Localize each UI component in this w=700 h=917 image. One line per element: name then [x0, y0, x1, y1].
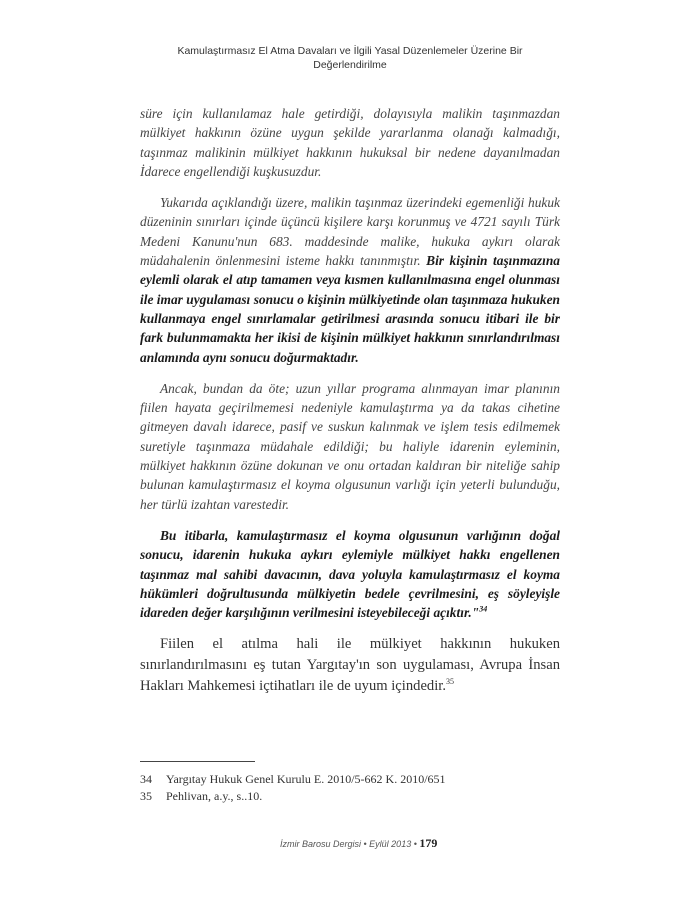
footnote-35 [140, 788, 560, 805]
paragraph-2 [140, 193, 560, 367]
footnote-text: Pehlivan, a.y., s..10. [166, 789, 263, 803]
paragraph-5-text: Fiilen el atılma hali ile mülkiyet hakkının hukuken sınırlandırılmasını eş tutan Yargıtay'ın son uygulaması, Avrupa İnsan Hakları Mahkemesi içtihatları ile de uyum içindedir. [140, 636, 560, 695]
paragraph-4-text: Bu itibarla, kamulaştırmasız el koyma olgusunun varlığının doğal sonucu, idarenin hukuka aykırı eylemiyle mülkiyet hakkı engellenen taşınmaz mal sahibi davacının, dava yoluyla kamulaştırmasız el koyma hükümleri doğrultusunda mülkiyetin bedele çevrilmesini, eş söyleyişle idareden değer karşılığının verilmesini isteyebileceği açıktır." [140, 527, 560, 621]
paragraph-2-emphasis: Bir kişinin taşınmazına eylemli olarak el atıp tamamen veya kısmen kullanılmasına engel olunması ile imar uygulaması sonucu o kişinin mülkiyetinde olan taşınmaza hukuken kullanmaya engel sınırlamalar getirilmesi arasında sonucu itibari ile bir fark bulunmamakta her ikisi de kişinin mülkiyet hakkının sınırlandırılması anlamında aynı sonucu doğurmaktadır. [140, 253, 561, 365]
header-line-2: Değerlendirilme [313, 59, 387, 71]
footnote-ref-35[interactable]: 35 [445, 677, 454, 687]
paragraph-4 [140, 526, 560, 622]
page-number: 179 [419, 836, 438, 850]
paragraph-2-text: Yukarıda açıklandığı üzere, malikin taşınmaz üzerindeki egemenliği hukuk düzeninin sınırları içinde üçüncü kişilere karşı korunmuş ve 4721 sayılı Türk Medeni Kanunu'nun 683. maddesinde malike, hukuka aykırı olarak müdahalenin önlenmesini isteme hakkı tanınmıştır. [140, 195, 560, 269]
footnote-divider [140, 761, 255, 762]
paragraph-5 [140, 634, 560, 697]
paragraph-3: Ancak, bundan da öte; uzun yıllar programa alınmayan imar planının fiilen hayata geçirilmemesi nedeniyle kamulaştırma ya da takas cihetine gitmeyen davalı idarece, pasif ve suskun kalınmak ve işlem tesis edilmemek suretiyle taşınmaza müdahale edildiği; bu haliyle idarenin eyleminin, mülkiyet hakkının özüne dokunan ve onu ortadan kaldıran bir niteliğe sahip bulunan kamulaştırmasız el koyma olgusunun varlığı için yeterli bulunduğu, her türlü izahtan varestedir. [140, 380, 560, 512]
footnote-ref-34[interactable]: 34 [479, 604, 488, 614]
running-header [150, 44, 550, 72]
journal-name: İzmir Barosu Dergisi • Eylül 2013 • [280, 839, 417, 849]
paragraph-1: süre için kullanılamaz hale getirdiği, dolayısıyla malikin taşınmazdan mülkiyet hakkının özüne uygun şekilde yararlanma olanağı kalmadığı, taşınmaz malikinin mülkiyet hakkının hukuksal bir nedene dayanılmadan İdarece engellendiği kuşkusuzdur. [140, 106, 560, 179]
footnotes [140, 771, 560, 805]
main-text [140, 104, 560, 697]
footnote-number: 34 [140, 772, 152, 786]
page-footer [280, 836, 520, 851]
footnote-text: Yargıtay Hukuk Genel Kurulu E. 2010/5-662 K. 2010/651 [166, 772, 446, 786]
footnote-number: 35 [140, 789, 152, 803]
header-line-1: Kamulaştırmasız El Atma Davaları ve İlgili Yasal Düzenlemeler Üzerine Bir [177, 45, 523, 57]
footnote-34 [140, 771, 560, 788]
